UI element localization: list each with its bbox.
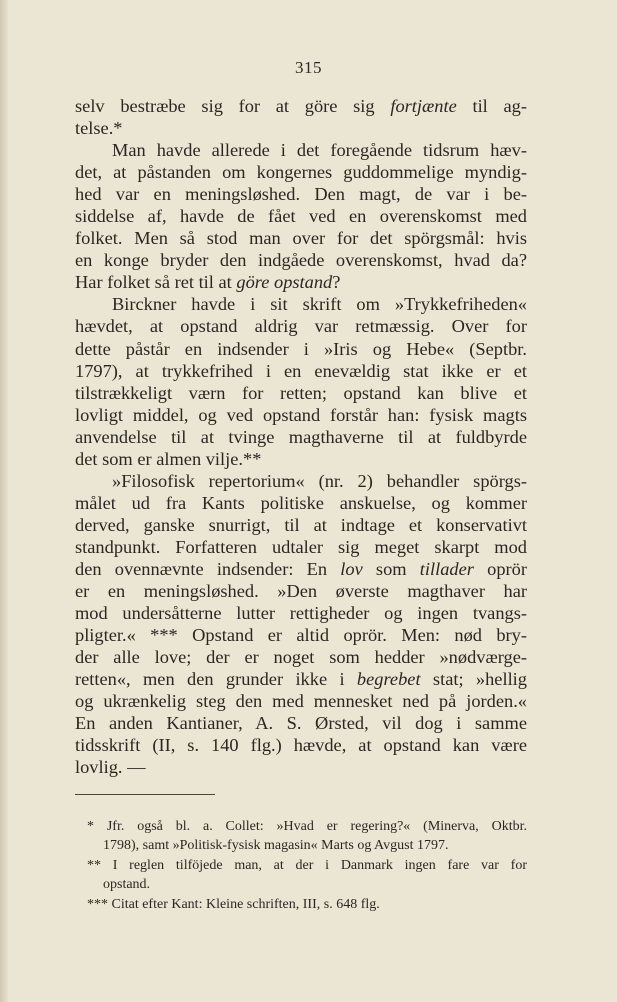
text-run: ? — [332, 272, 341, 293]
text-run: retten«, men den grunder ikke i — [75, 669, 357, 690]
body-line: anvendelse til at tvinge magthaverne til at fuldbyrde — [75, 426, 527, 447]
italic-word: tillader — [419, 558, 474, 579]
footnote-line: 1798), samt »Politisk-fysisk magasin« Marts og Avgust 1797. — [103, 838, 449, 854]
italic-word: fortjænte — [390, 96, 457, 116]
footnote-line — [75, 856, 527, 875]
body-line: telse.* — [75, 118, 123, 139]
body-line: derved, ganske snurrigt, til at indtage et konservativt — [75, 514, 527, 535]
footnote-text: Jfr. også bl. a. Collet: »Hvad er regering?« (Minerva, Oktbr. — [106, 819, 527, 834]
footnotes — [75, 817, 527, 914]
footnote-separator — [75, 794, 215, 795]
body-line: målet ud fra Kants politiske anskuelse, og kommer — [75, 492, 527, 513]
body-line: det som er almen vilje.** — [75, 448, 262, 469]
page-edge — [0, 0, 8, 1002]
body-line: mod undersåtterne lutter rettigheder og ingen tvangs- — [75, 603, 527, 624]
body-line: Man havde allerede i det foregående tidsrum hæv- — [112, 140, 527, 161]
body-line: folket. Men så stod man over for det spörgsmål: hvis — [75, 228, 527, 249]
body-line: En anden Kantianer, A. S. Ørsted, vil dog i samme — [75, 713, 527, 734]
text-run: Har folket så ret til at — [75, 272, 237, 293]
body-line: pligter.« *** Opstand er altid oprör. Men: nød bry- — [75, 625, 527, 646]
body-line: »Filosofisk repertorium« (nr. 2) behandler spörgs- — [112, 470, 527, 491]
body-line: tilstrækkeligt værn for retten; opstand kan blive et — [75, 382, 527, 403]
body-line — [75, 558, 527, 580]
footnote-mark: * — [87, 819, 94, 834]
footnote-text: I reglen tilföjede man, at der i Danmark ingen fare var for — [112, 857, 527, 873]
body-line — [75, 95, 527, 117]
body-line: er en meningsløshed. »Den øverste magthaver har — [75, 581, 527, 602]
text-run: som — [362, 558, 420, 579]
body-line: Birckner havde i sit skrift om »Trykkefriheden« — [112, 294, 527, 315]
body-line: hed var en meningsløshed. Den magt, de var i be- — [75, 184, 527, 205]
text-run: selv bestræbe sig for at göre sig — [75, 96, 391, 116]
footnote-line — [75, 817, 527, 836]
body-text — [75, 95, 527, 778]
body-line: hævdet, at opstand aldrig var retmæssig. Over for — [75, 316, 527, 337]
italic-word: lov — [340, 558, 363, 579]
text-run: oprör — [473, 558, 527, 579]
footnote-line: opstand. — [103, 877, 151, 893]
body-line — [75, 668, 527, 690]
italic-phrase: göre opstand — [236, 272, 333, 293]
footnote-mark: *** — [87, 896, 108, 912]
text-run: den ovennævnte indsender: En — [75, 558, 341, 579]
body-line: 1797), at trykkefrihed i en enevældig stat ikke er et — [75, 360, 527, 381]
body-line: standpunkt. Forfatteren udtaler sig meget skarpt mod — [75, 536, 527, 557]
body-line: der alle love; der er noget som hedder »nødværge- — [75, 647, 527, 668]
page-number: 315 — [295, 58, 322, 77]
body-line: lovlig. — — [75, 757, 146, 778]
body-line — [75, 271, 527, 293]
body-line: tidsskrift (II, s. 140 flg.) hævde, at opstand kan være — [75, 735, 527, 756]
body-line: lovligt middel, og ved opstand forstår han: fysisk magts — [75, 404, 527, 425]
text-run: stat; »hellig — [420, 669, 527, 690]
footnote-mark: ** — [87, 857, 101, 873]
body-line: og ukrænkelig steg den med mennesket ned på jorden.« — [75, 691, 527, 712]
body-line: det, at påstanden om kongernes guddommelige myndig- — [75, 162, 527, 183]
footnote-line — [75, 895, 527, 914]
text-run: til ag- — [456, 96, 527, 116]
italic-word: begrebet — [356, 669, 421, 690]
body-line: dette påstår en indsender i »Iris og Hebe« (Septbr. — [75, 338, 527, 359]
body-line: en konge bryder den indgåede overenskomst, hvad da? — [75, 250, 527, 271]
body-line: siddelse af, havde de fået ved en overenskomst med — [75, 206, 527, 227]
footnote-text: Citat efter Kant: Kleine schriften, III, s. 648 flg. — [111, 896, 380, 912]
